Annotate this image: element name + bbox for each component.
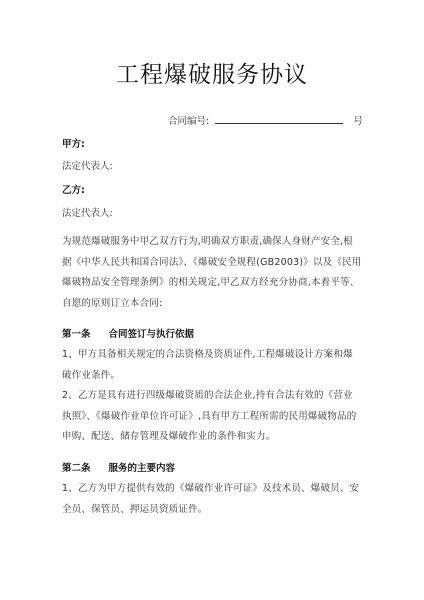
contract-number-label: 合同编号: [168, 116, 210, 127]
party-a-representative: 法定代表人: [62, 161, 113, 172]
article-1-item-2: 2、乙方是具有进行四级爆破资质的合法企业,持有合法有效的《营业执照》、《爆破作业单位许可证》,具有甲方工程所需的民用爆破物品的申购、配送、储存管理及爆破作业的条件和实力。 [62, 390, 357, 442]
document-title: 工程爆破服务协议 [116, 62, 308, 88]
party-b-representative: 法定代表人: [62, 208, 113, 219]
article-1-number: 第一条 [62, 329, 91, 340]
article-2-heading [62, 460, 175, 474]
party-b-label: 乙方: [62, 185, 85, 196]
article-1-heading [62, 326, 194, 340]
article-1-title: 合同签订与执行依据 [108, 329, 195, 340]
party-a-label: 甲方: [62, 139, 85, 150]
article-1-item-1: 1、甲方具备相关规定的合法资格及资质证件,工程爆破设计方案和爆破作业条件。 [62, 349, 353, 381]
article-2-item-1: 1、乙方为甲方提供有效的《爆破作业许可证》及技术员、爆破员、安全员、保管员、押运员资质证件。 [62, 483, 360, 515]
intro-paragraph: 为规范爆破服务中甲乙双方行为,明确双方职责,确保人身财产安全,根据《中华人民共和国合同法》、《爆破安全规程(GB2003)》以及《民用爆破物品安全管理条例》的相关规定,甲乙双方经充分协商,本着平等、自愿的原则订立本合同: [62, 236, 362, 309]
contract-number-suffix: 号 [353, 116, 363, 127]
article-2-number: 第二条 [62, 463, 91, 474]
contract-number-blank [215, 114, 343, 124]
article-2-title: 服务的主要内容 [108, 463, 176, 474]
contract-number-row [168, 113, 363, 127]
